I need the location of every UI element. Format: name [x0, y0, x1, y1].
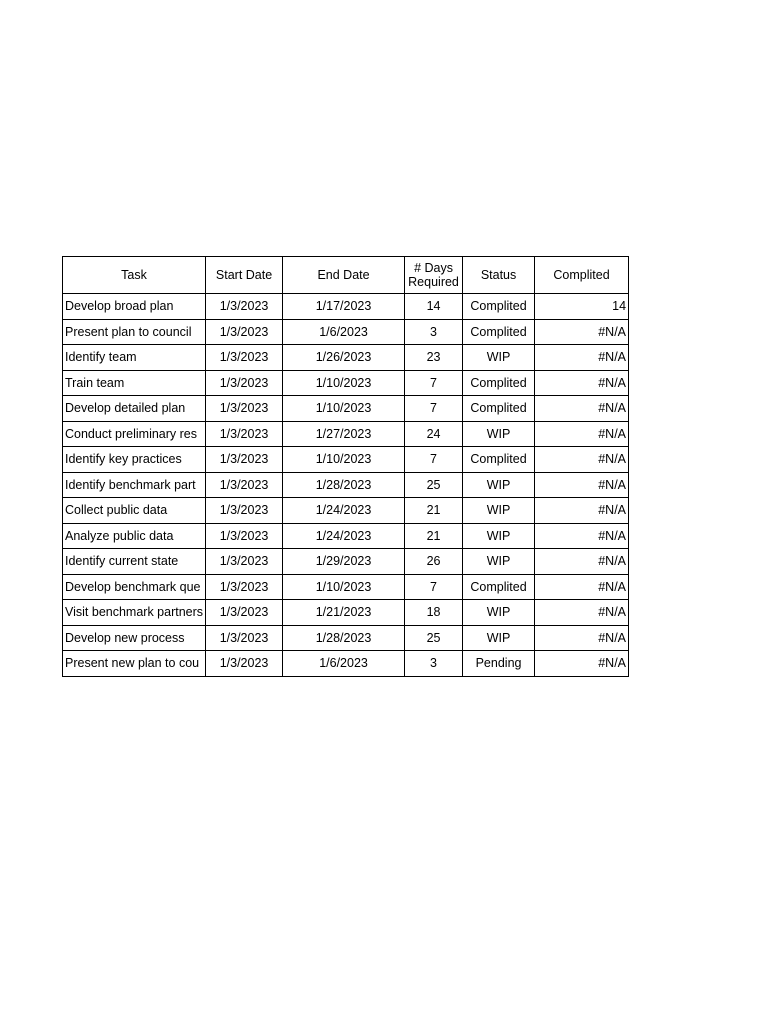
- cell-task: Conduct preliminary res: [63, 421, 206, 447]
- cell-end-date: 1/10/2023: [283, 370, 405, 396]
- table-row: [63, 549, 629, 575]
- cell-complited: #N/A: [535, 421, 629, 447]
- cell-status: Complited: [463, 574, 535, 600]
- cell-days-required: 7: [405, 370, 463, 396]
- cell-status: Complited: [463, 396, 535, 422]
- cell-end-date: 1/28/2023: [283, 472, 405, 498]
- cell-days-required: 25: [405, 472, 463, 498]
- header-start-date: Start Date: [206, 257, 283, 294]
- table-row: [63, 421, 629, 447]
- cell-status: WIP: [463, 549, 535, 575]
- cell-complited: #N/A: [535, 396, 629, 422]
- cell-status: WIP: [463, 523, 535, 549]
- header-days-line1: # Days: [414, 261, 453, 275]
- cell-complited: #N/A: [535, 472, 629, 498]
- cell-task: Present new plan to cou: [63, 651, 206, 677]
- table-row: [63, 294, 629, 320]
- table-row: [63, 523, 629, 549]
- cell-days-required: 14: [405, 294, 463, 320]
- cell-start-date: 1/3/2023: [206, 651, 283, 677]
- cell-status: Pending: [463, 651, 535, 677]
- cell-task: Analyze public data: [63, 523, 206, 549]
- cell-end-date: 1/10/2023: [283, 447, 405, 473]
- task-table: [62, 256, 629, 677]
- cell-status: WIP: [463, 345, 535, 371]
- cell-end-date: 1/24/2023: [283, 523, 405, 549]
- cell-end-date: 1/17/2023: [283, 294, 405, 320]
- cell-task: Develop benchmark que: [63, 574, 206, 600]
- cell-status: Complited: [463, 370, 535, 396]
- cell-end-date: 1/24/2023: [283, 498, 405, 524]
- header-days-required: [405, 257, 463, 294]
- table-body: [63, 294, 629, 677]
- header-task: Task: [63, 257, 206, 294]
- header-end-date: End Date: [283, 257, 405, 294]
- cell-days-required: 7: [405, 396, 463, 422]
- table-row: [63, 319, 629, 345]
- table-row: [63, 651, 629, 677]
- cell-end-date: 1/21/2023: [283, 600, 405, 626]
- cell-start-date: 1/3/2023: [206, 574, 283, 600]
- cell-complited: #N/A: [535, 549, 629, 575]
- table-row: [63, 396, 629, 422]
- cell-start-date: 1/3/2023: [206, 421, 283, 447]
- cell-complited: #N/A: [535, 625, 629, 651]
- cell-start-date: 1/3/2023: [206, 498, 283, 524]
- cell-complited: #N/A: [535, 345, 629, 371]
- cell-days-required: 21: [405, 523, 463, 549]
- cell-end-date: 1/27/2023: [283, 421, 405, 447]
- cell-complited: #N/A: [535, 370, 629, 396]
- cell-status: WIP: [463, 625, 535, 651]
- cell-complited: #N/A: [535, 651, 629, 677]
- table-row: [63, 498, 629, 524]
- cell-task: Identify current state: [63, 549, 206, 575]
- cell-end-date: 1/6/2023: [283, 651, 405, 677]
- cell-end-date: 1/10/2023: [283, 574, 405, 600]
- cell-status: WIP: [463, 421, 535, 447]
- cell-complited: #N/A: [535, 319, 629, 345]
- header-days-line2: Required: [408, 275, 459, 289]
- cell-days-required: 18: [405, 600, 463, 626]
- cell-start-date: 1/3/2023: [206, 396, 283, 422]
- cell-start-date: 1/3/2023: [206, 319, 283, 345]
- cell-days-required: 7: [405, 447, 463, 473]
- table-row: [63, 574, 629, 600]
- cell-status: Complited: [463, 294, 535, 320]
- cell-days-required: 7: [405, 574, 463, 600]
- cell-start-date: 1/3/2023: [206, 447, 283, 473]
- cell-status: WIP: [463, 600, 535, 626]
- header-row: [63, 257, 629, 294]
- cell-task: Develop new process: [63, 625, 206, 651]
- cell-task: Identify key practices: [63, 447, 206, 473]
- cell-complited: #N/A: [535, 574, 629, 600]
- cell-end-date: 1/29/2023: [283, 549, 405, 575]
- cell-complited: 14: [535, 294, 629, 320]
- cell-status: Complited: [463, 319, 535, 345]
- cell-complited: #N/A: [535, 523, 629, 549]
- cell-start-date: 1/3/2023: [206, 472, 283, 498]
- cell-start-date: 1/3/2023: [206, 345, 283, 371]
- cell-status: WIP: [463, 498, 535, 524]
- cell-days-required: 26: [405, 549, 463, 575]
- cell-end-date: 1/10/2023: [283, 396, 405, 422]
- cell-days-required: 23: [405, 345, 463, 371]
- header-complited: Complited: [535, 257, 629, 294]
- cell-task: Present plan to council: [63, 319, 206, 345]
- cell-start-date: 1/3/2023: [206, 625, 283, 651]
- cell-days-required: 24: [405, 421, 463, 447]
- table-row: [63, 625, 629, 651]
- cell-days-required: 3: [405, 319, 463, 345]
- header-status: Status: [463, 257, 535, 294]
- cell-days-required: 25: [405, 625, 463, 651]
- cell-complited: #N/A: [535, 600, 629, 626]
- cell-start-date: 1/3/2023: [206, 549, 283, 575]
- cell-status: Complited: [463, 447, 535, 473]
- cell-task: Visit benchmark partners: [63, 600, 206, 626]
- table-row: [63, 472, 629, 498]
- cell-start-date: 1/3/2023: [206, 294, 283, 320]
- cell-end-date: 1/6/2023: [283, 319, 405, 345]
- table-row: [63, 345, 629, 371]
- cell-task: Identify team: [63, 345, 206, 371]
- cell-task: Collect public data: [63, 498, 206, 524]
- cell-days-required: 3: [405, 651, 463, 677]
- cell-end-date: 1/26/2023: [283, 345, 405, 371]
- table-row: [63, 447, 629, 473]
- cell-task: Train team: [63, 370, 206, 396]
- cell-complited: #N/A: [535, 498, 629, 524]
- cell-complited: #N/A: [535, 447, 629, 473]
- cell-start-date: 1/3/2023: [206, 600, 283, 626]
- cell-task: Develop detailed plan: [63, 396, 206, 422]
- table-row: [63, 370, 629, 396]
- table-row: [63, 600, 629, 626]
- cell-task: Develop broad plan: [63, 294, 206, 320]
- cell-end-date: 1/28/2023: [283, 625, 405, 651]
- cell-task: Identify benchmark part: [63, 472, 206, 498]
- cell-days-required: 21: [405, 498, 463, 524]
- cell-start-date: 1/3/2023: [206, 370, 283, 396]
- cell-start-date: 1/3/2023: [206, 523, 283, 549]
- cell-status: WIP: [463, 472, 535, 498]
